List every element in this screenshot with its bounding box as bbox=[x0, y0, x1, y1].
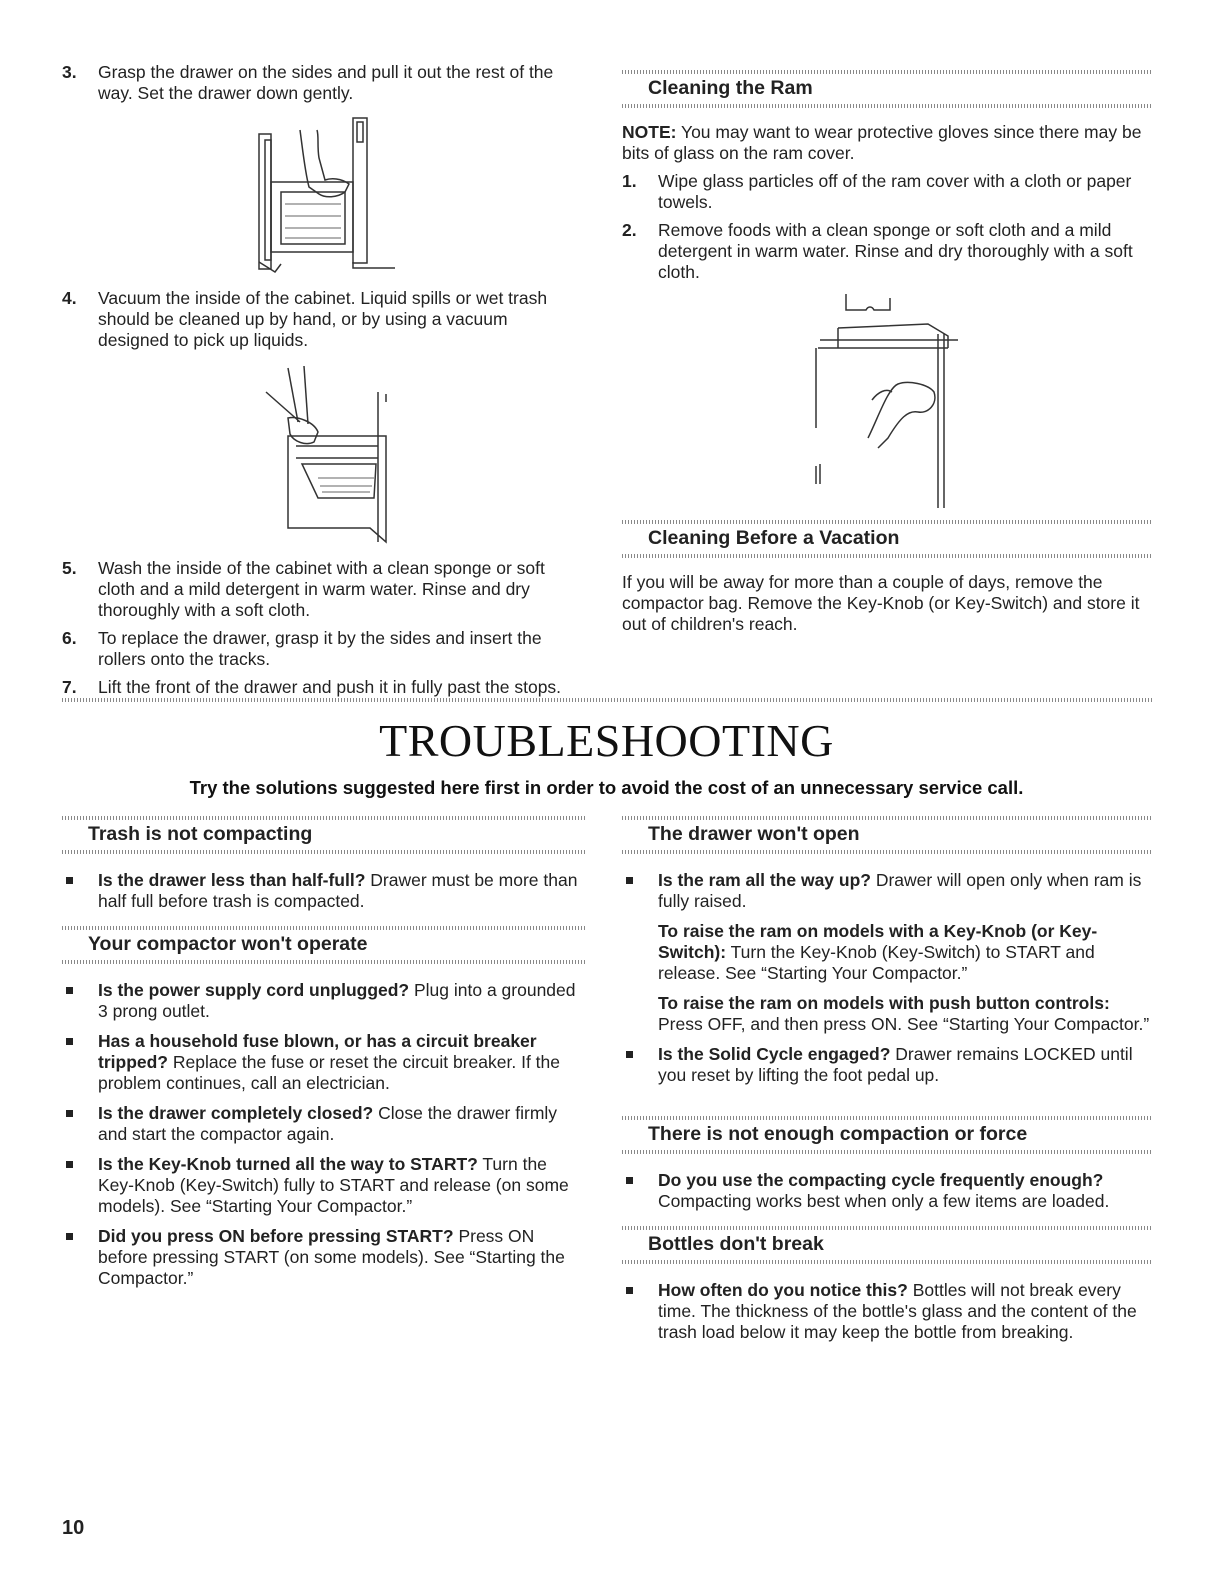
answer: Turn the Key-Knob (Key-Switch) to START and release. See “Starting Your Compactor.” bbox=[658, 942, 1095, 983]
section-title: Trash is not compacting bbox=[88, 823, 313, 845]
note-label: NOTE: bbox=[622, 122, 677, 142]
ram-step-1 bbox=[622, 171, 1152, 213]
answer: Drawer will open only when ram is fully raised. bbox=[658, 870, 1142, 911]
answer: Press ON before pressing START (on some models). See “Starting the Compactor.” bbox=[98, 1226, 565, 1288]
step-text: Wipe glass particles off of the ram cover with a cloth or paper towels. bbox=[658, 171, 1132, 212]
step-7 bbox=[62, 677, 582, 698]
bullet-icon bbox=[66, 1038, 73, 1045]
compaction-section bbox=[622, 1116, 1152, 1221]
open-sub-2 bbox=[622, 993, 1152, 1035]
note-text: You may want to wear protective gloves since there may be bits of glass on the ram cover. bbox=[622, 122, 1142, 163]
step-number: 2. bbox=[622, 220, 637, 240]
step-number: 3. bbox=[62, 62, 77, 82]
answer: Compacting works best when only a few items are loaded. bbox=[658, 1191, 1110, 1211]
open-item-1 bbox=[622, 870, 1152, 912]
vacation-section bbox=[622, 520, 1152, 635]
section-rule bbox=[622, 520, 1152, 524]
open-sub-1 bbox=[622, 921, 1152, 984]
answer: Drawer remains LOCKED until you reset by lifting the foot pedal up. bbox=[658, 1044, 1133, 1085]
section-rule bbox=[622, 554, 1152, 558]
section-rule bbox=[622, 1260, 1152, 1264]
step-3 bbox=[62, 62, 582, 104]
step-number: 6. bbox=[62, 628, 77, 648]
bullet-icon bbox=[66, 1233, 73, 1240]
section-rule bbox=[622, 1150, 1152, 1154]
step-number: 1. bbox=[622, 171, 637, 191]
section-rule bbox=[622, 1226, 1152, 1230]
note-paragraph bbox=[622, 122, 1152, 164]
troubleshooting-tagline: Try the solutions suggested here first in order to avoid the cost of an unnecessary service call. bbox=[189, 777, 1024, 798]
section-title: The drawer won't open bbox=[648, 823, 860, 845]
section-rule bbox=[622, 1116, 1152, 1120]
answer: Plug into a grounded 3 prong outlet. bbox=[98, 980, 576, 1021]
wont-operate-section bbox=[62, 926, 587, 1298]
answer: Replace the fuse or reset the circuit breaker. If the problem continues, call an electrician. bbox=[98, 1052, 561, 1093]
ram-cleaning-illustration bbox=[808, 288, 968, 513]
section-rule bbox=[62, 816, 587, 820]
step-4 bbox=[62, 288, 582, 351]
question: Is the power supply cord unplugged? bbox=[98, 980, 410, 1000]
trash-item-1 bbox=[62, 870, 587, 912]
section-rule bbox=[62, 850, 587, 854]
troubleshooting-title: TROUBLESHOOTING bbox=[379, 715, 834, 766]
section-rule bbox=[622, 104, 1152, 108]
question: Do you use the compacting cycle frequently enough? bbox=[658, 1170, 1104, 1190]
section-title: Your compactor won't operate bbox=[88, 933, 368, 955]
question: Is the Key-Knob turned all the way to START? bbox=[98, 1154, 478, 1174]
answer: Drawer must be more than half full before trash is compacted. bbox=[98, 870, 578, 911]
section-rule bbox=[622, 70, 1152, 74]
section-rule bbox=[622, 850, 1152, 854]
step-text: Vacuum the inside of the cabinet. Liquid spills or wet trash should be cleaned up by hand, or by using a vacuum designed to pick up liquids. bbox=[98, 288, 548, 350]
step-6 bbox=[62, 628, 582, 670]
section-title: Cleaning Before a Vacation bbox=[648, 527, 900, 549]
cleaning-ram-section bbox=[622, 70, 1152, 290]
trash-section bbox=[62, 816, 587, 921]
answer: Press OFF, and then press ON. See “Starting Your Compactor.” bbox=[658, 1014, 1150, 1034]
step-number: 7. bbox=[62, 677, 77, 697]
step-text: Grasp the drawer on the sides and pull it out the rest of the way. Set the drawer down gently. bbox=[98, 62, 554, 103]
left-column-step4 bbox=[62, 288, 582, 358]
section-rule bbox=[62, 960, 587, 964]
ram-step-2 bbox=[622, 220, 1152, 283]
section-title: Cleaning the Ram bbox=[648, 77, 813, 99]
question: Is the drawer completely closed? bbox=[98, 1103, 374, 1123]
left-column-bottom bbox=[62, 558, 582, 705]
question: Did you press ON before pressing START? bbox=[98, 1226, 454, 1246]
vacation-text: If you will be away for more than a couple of days, remove the compactor bag. Remove the Key-Knob (or Key-Switch) and store it out of children's reach. bbox=[622, 572, 1140, 634]
bottles-section bbox=[622, 1226, 1152, 1352]
operate-item-1 bbox=[62, 980, 587, 1022]
section-title: There is not enough compaction or force bbox=[648, 1123, 1028, 1145]
bullet-icon bbox=[66, 877, 73, 884]
left-column-top bbox=[62, 62, 582, 111]
step-number: 5. bbox=[62, 558, 77, 578]
operate-item-3 bbox=[62, 1103, 587, 1145]
question: How often do you notice this? bbox=[658, 1280, 908, 1300]
step-text: To replace the drawer, grasp it by the sides and insert the rollers onto the tracks. bbox=[98, 628, 542, 669]
question: To raise the ram on models with push button controls: bbox=[658, 993, 1110, 1013]
operate-item-4 bbox=[62, 1154, 587, 1217]
section-title: Bottles don't break bbox=[648, 1233, 824, 1255]
section-rule bbox=[62, 926, 587, 930]
open-item-2 bbox=[622, 1044, 1152, 1086]
bullet-icon bbox=[626, 1177, 633, 1184]
question: To raise the ram on models with a Key-Knob (or Key-Switch): bbox=[658, 921, 1098, 962]
step-text: Remove foods with a clean sponge or soft cloth and a mild detergent in warm water. Rinse and dry thoroughly with a soft cloth. bbox=[658, 220, 1133, 282]
step-text: Lift the front of the drawer and push it in fully past the stops. bbox=[98, 677, 562, 697]
vacuum-cabinet-illustration bbox=[258, 362, 408, 547]
step-5 bbox=[62, 558, 582, 621]
bottles-item-1 bbox=[622, 1280, 1152, 1343]
step-number: 4. bbox=[62, 288, 77, 308]
bullet-icon bbox=[626, 877, 633, 884]
page-divider bbox=[62, 698, 1152, 702]
answer: Close the drawer firmly and start the compactor again. bbox=[98, 1103, 558, 1144]
operate-item-2 bbox=[62, 1031, 587, 1094]
answer: Bottles will not break every time. The thickness of the bottle's glass and the content of the trash load below it may keep the bottle from breaking. bbox=[658, 1280, 1137, 1342]
operate-item-5 bbox=[62, 1226, 587, 1289]
section-rule bbox=[622, 816, 1152, 820]
bullet-icon bbox=[626, 1051, 633, 1058]
question: Is the Solid Cycle engaged? bbox=[658, 1044, 891, 1064]
question: Is the drawer less than half-full? bbox=[98, 870, 366, 890]
answer: Turn the Key-Knob (Key-Switch) fully to START and release (on some models). See “Starting Your Compactor.” bbox=[98, 1154, 569, 1216]
bullet-icon bbox=[66, 1161, 73, 1168]
question: Is the ram all the way up? bbox=[658, 870, 871, 890]
bullet-icon bbox=[66, 1110, 73, 1117]
bullet-icon bbox=[626, 1287, 633, 1294]
compaction-item-1 bbox=[622, 1170, 1152, 1212]
page-number: 10 bbox=[62, 1517, 85, 1539]
step-text: Wash the inside of the cabinet with a clean sponge or soft cloth and a mild detergent in warm water. Rinse and dry thoroughly with a soft cloth. bbox=[98, 558, 545, 620]
bullet-icon bbox=[66, 987, 73, 994]
drawer-wont-open-section bbox=[622, 816, 1152, 1095]
question: Has a household fuse blown, or has a circuit breaker tripped? bbox=[98, 1031, 537, 1072]
drawer-removal-illustration bbox=[245, 112, 405, 282]
